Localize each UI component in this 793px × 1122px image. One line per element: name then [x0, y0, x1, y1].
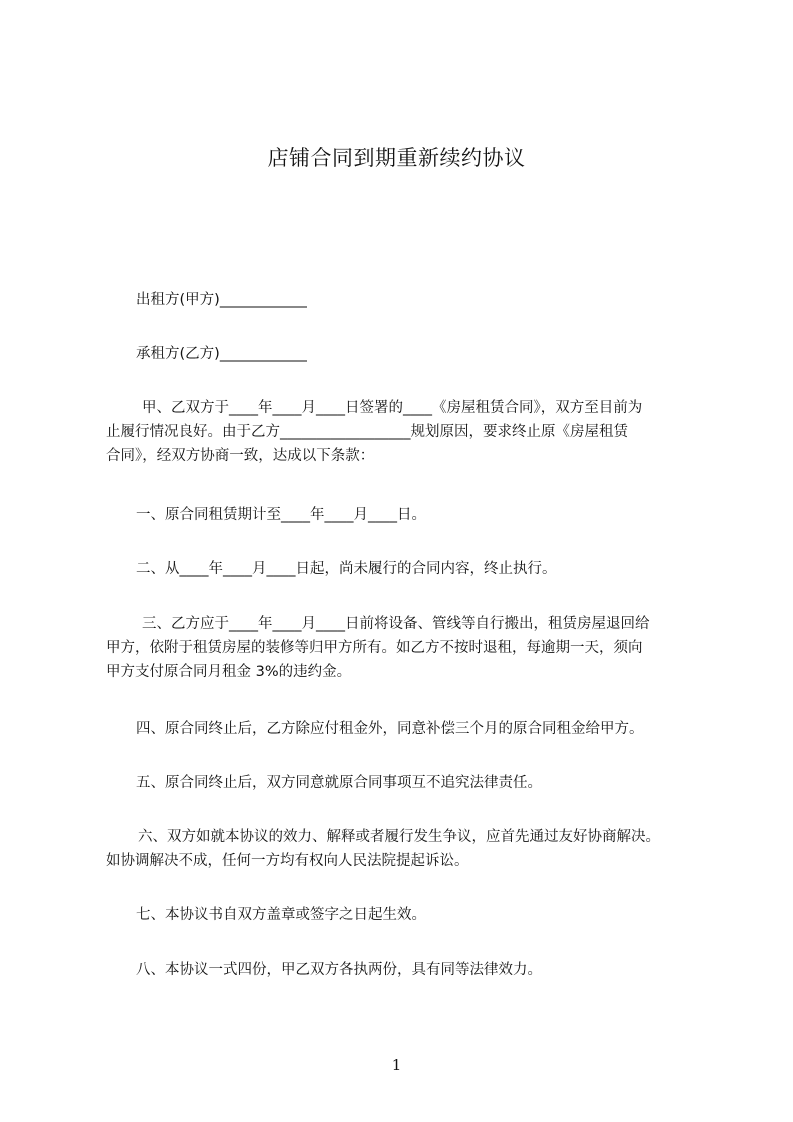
clause-3-paragraph	[106, 612, 716, 684]
clause-4: 四、原合同终止后，乙方除应付租金外，同意补偿三个月的原合同租金给甲方。	[136, 721, 644, 737]
clause-3-line-1: 三、乙方应于____年____月____日前将设备、管线等自行搬出，租赁房屋退回给	[142, 616, 650, 632]
page-number: 1	[391, 1056, 402, 1074]
clause-8: 八、本协议一式四份，甲乙双方各执两份，具有同等法律效力。	[136, 962, 542, 978]
intro-line-3: 合同》，经双方协商一致，达成以下条款：	[106, 448, 375, 464]
clause-1: 一、原合同租赁期计至____年____月____日。	[136, 507, 426, 523]
party-b-line: 承租方(乙方)____________	[136, 346, 307, 362]
intro-line-2: 止履行情况良好。由于乙方__________________规划原因，要求终止原《房屋租赁	[106, 424, 628, 440]
clause-3-line-3: 甲方支付原合同月租金 3%的违约金。	[106, 664, 352, 680]
clause-3-line-2: 甲方，依附于租赁房屋的装修等归甲方所有。如乙方不按时退租，每逾期一天，须向	[106, 640, 643, 656]
intro-line-1: 甲、乙双方于____年____月____日签署的____《房屋租赁合同》，双方至目前为	[142, 400, 643, 416]
clause-6-line-1: 六、双方如就本协议的效力、解释或者履行发生争议，应首先通过友好协商解决。	[138, 829, 660, 845]
intro-paragraph	[106, 396, 716, 468]
clause-6-paragraph	[106, 825, 716, 873]
clause-6-line-2: 如协调解决不成，任何一方均有权向人民法院提起诉讼。	[106, 853, 469, 869]
clause-7: 七、本协议书自双方盖章或签字之日起生效。	[136, 907, 426, 923]
clause-5: 五、原合同终止后，双方同意就原合同事项互不追究法律责任。	[136, 775, 542, 791]
party-a-line: 出租方(甲方)____________	[136, 292, 307, 308]
document-title: 店铺合同到期重新续约协议	[267, 146, 526, 170]
clause-2: 二、从____年____月____日起，尚未履行的合同内容，终止执行。	[136, 561, 557, 577]
